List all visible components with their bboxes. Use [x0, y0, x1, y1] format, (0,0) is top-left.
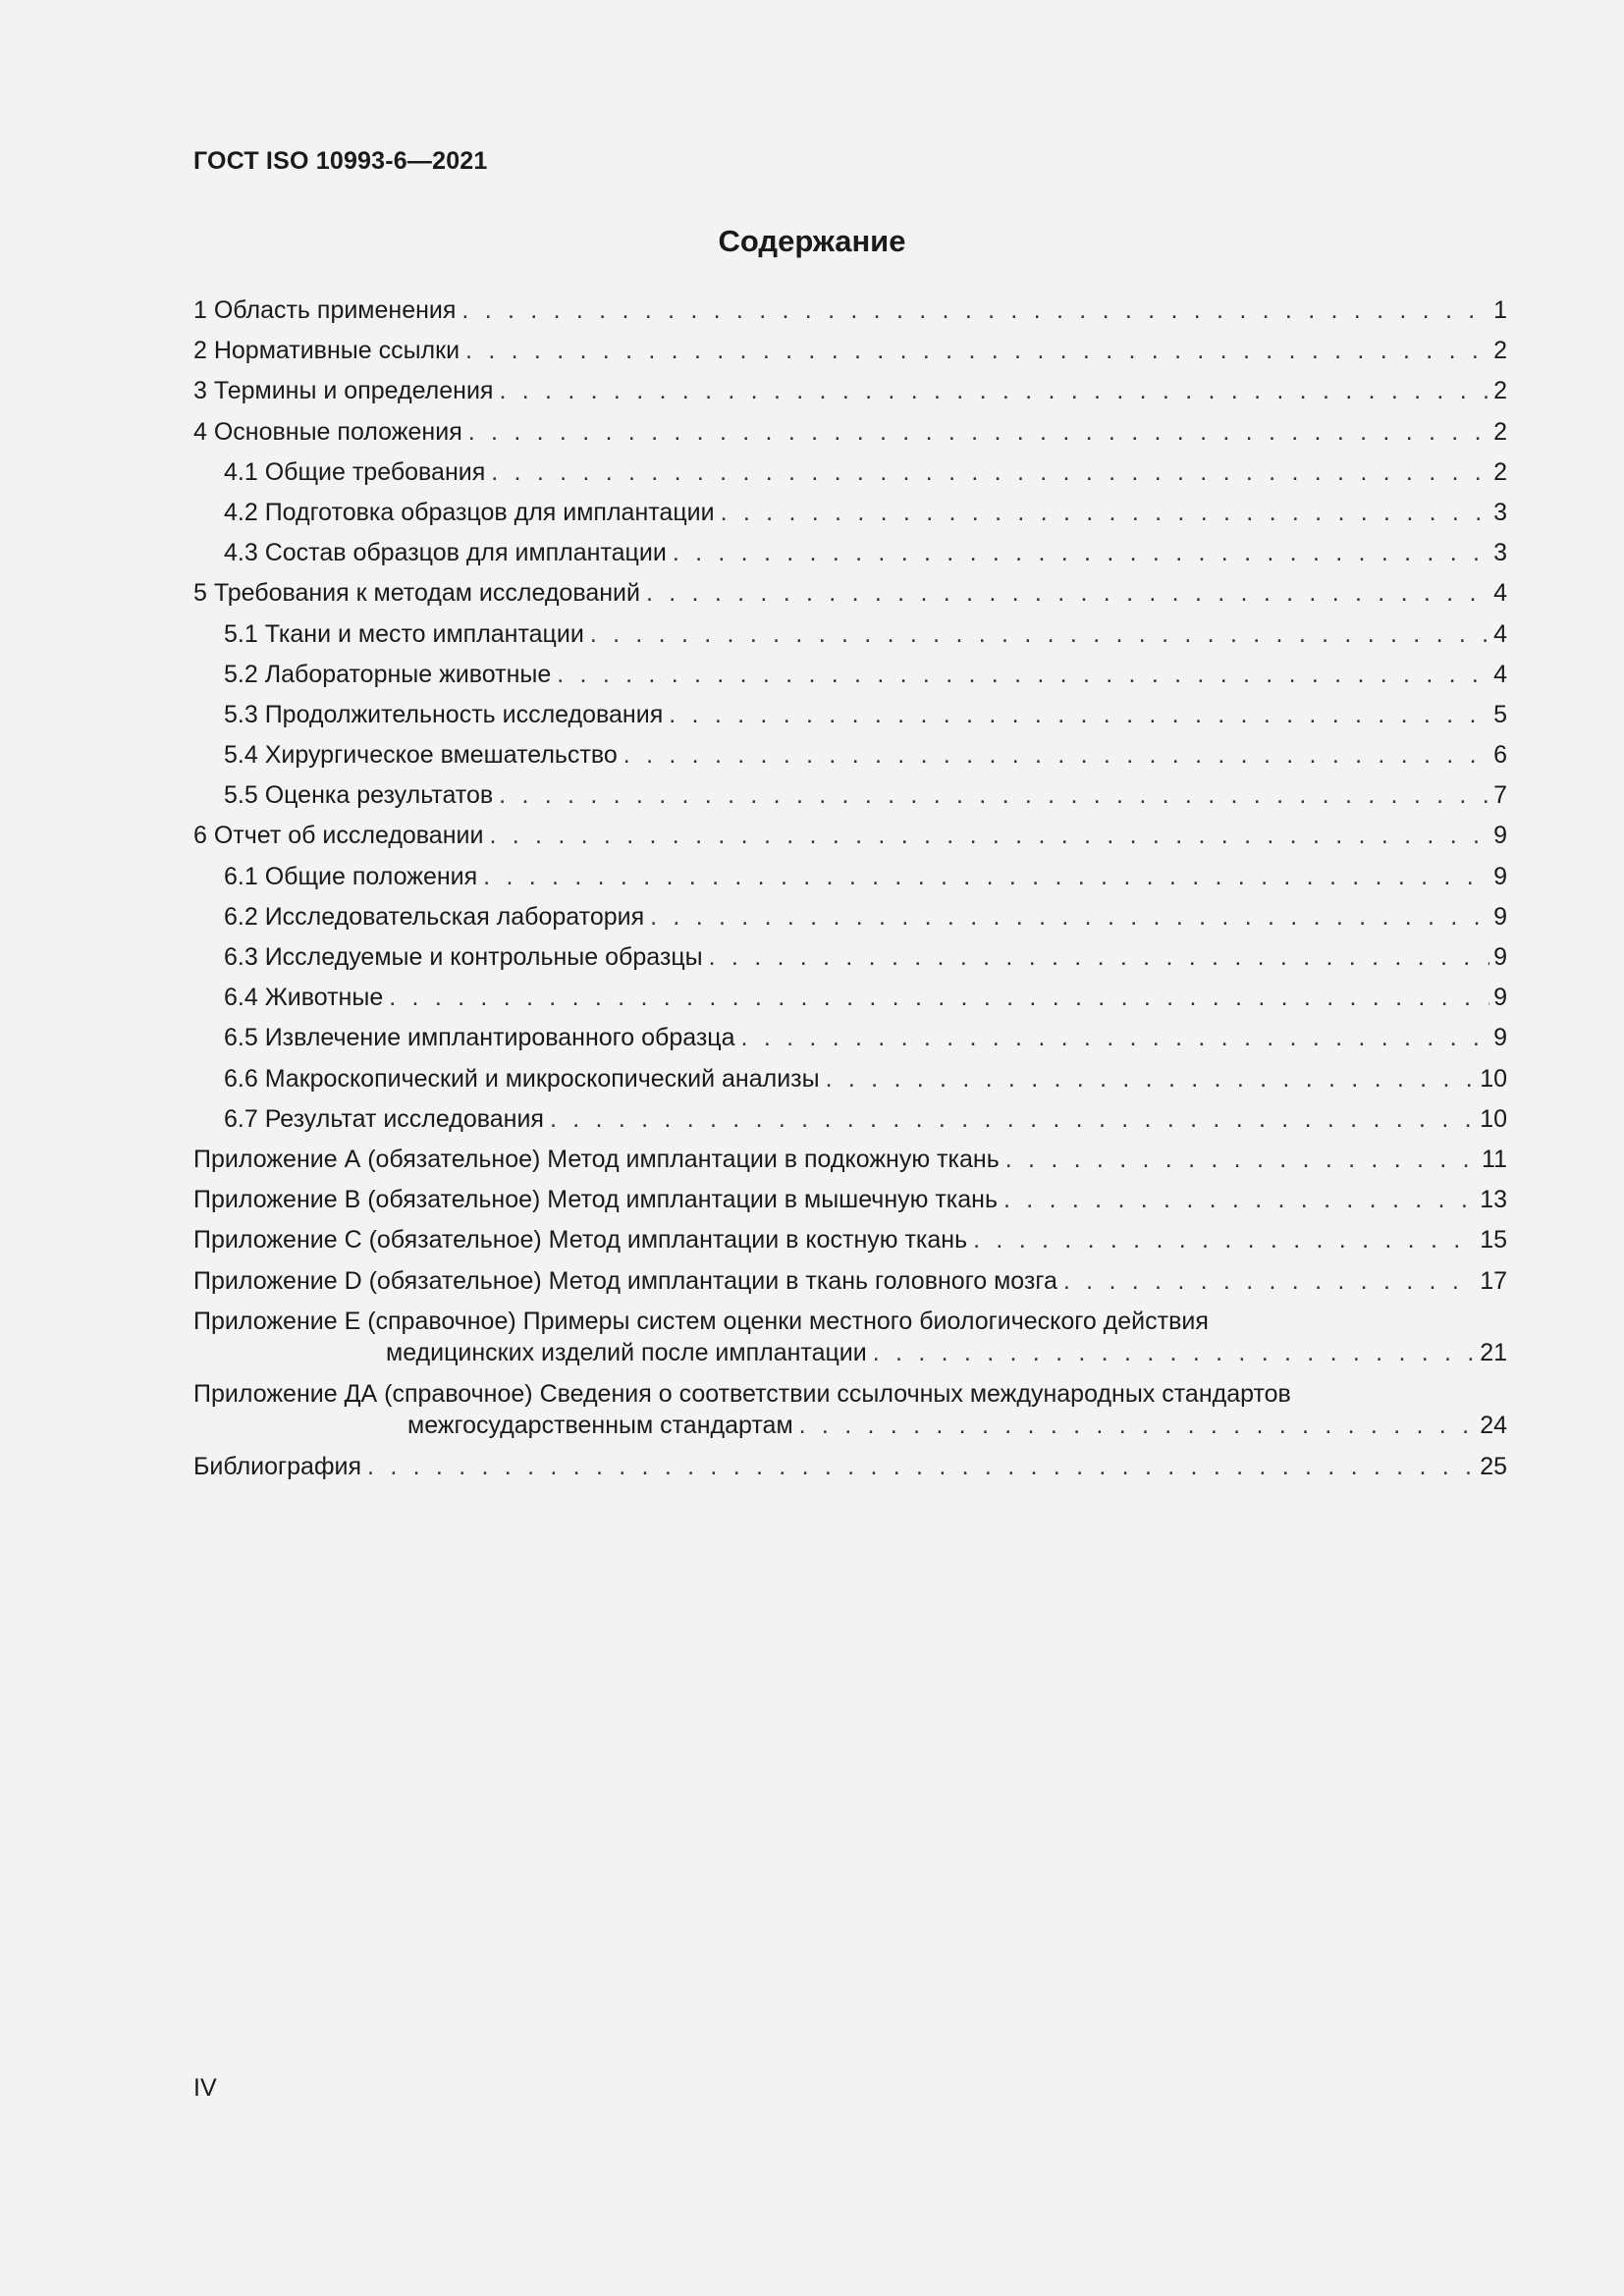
toc-entry-label: 5.5 Оценка результатов: [224, 781, 494, 810]
toc-entry-5-3[interactable]: [193, 695, 1507, 735]
toc-entry-page: 21: [1480, 1338, 1507, 1366]
toc-entry-label: Библиография: [193, 1452, 362, 1480]
toc-entry-page: 9: [1493, 902, 1507, 931]
dot-leader: [499, 775, 1489, 816]
dot-leader: [465, 331, 1489, 371]
toc-entry-label: Приложение D (обязательное) Метод имплантации в ткань головного мозга: [193, 1266, 1057, 1295]
toc-entry-annex-da[interactable]: [193, 1374, 1507, 1447]
dot-leader: [973, 1220, 1476, 1260]
dot-leader: [367, 1447, 1476, 1487]
toc-entry-label-line2: межгосударственным стандартам: [407, 1411, 793, 1439]
toc-entry-label: 5 Требования к методам исследований: [193, 579, 640, 608]
toc-entry-page: 10: [1480, 1064, 1507, 1093]
toc-entry-4[interactable]: [193, 412, 1507, 453]
toc-entry-page: 9: [1493, 984, 1507, 1012]
page-number: IV: [193, 2074, 217, 2102]
dot-leader: [1005, 1140, 1478, 1180]
toc-entry-label: 1 Область применения: [193, 296, 457, 324]
dot-leader: [741, 1018, 1490, 1058]
dot-leader: [499, 371, 1489, 411]
toc-entry-page: 11: [1482, 1145, 1507, 1173]
toc-entry-annex-d[interactable]: [193, 1261, 1507, 1302]
toc-entry-page: 4: [1493, 619, 1507, 648]
dot-leader: [826, 1059, 1477, 1099]
toc-entry-6-5[interactable]: [193, 1018, 1507, 1058]
toc-entry-5-1[interactable]: [193, 614, 1507, 655]
toc-entry-page: 9: [1493, 862, 1507, 890]
toc-entry-label: 6.4 Животные: [224, 984, 384, 1012]
dot-leader: [491, 453, 1489, 493]
dot-leader: [721, 493, 1490, 533]
toc-entry-page: 4: [1493, 660, 1507, 688]
toc-entry-page: 2: [1493, 337, 1507, 365]
document-header: ГОСТ ISO 10993-6—2021: [193, 147, 488, 175]
toc-entry-4-2[interactable]: [193, 493, 1507, 533]
toc-entry-6-6[interactable]: [193, 1059, 1507, 1099]
toc-entry-label: Приложение В (обязательное) Метод имплантации в мышечную ткань: [193, 1186, 998, 1214]
dot-leader: [709, 937, 1489, 978]
toc-entry-page: 3: [1493, 539, 1507, 567]
dot-leader: [646, 573, 1489, 614]
toc-entry-page: 2: [1493, 417, 1507, 446]
dot-leader: [873, 1337, 1476, 1368]
toc-entry-annex-e[interactable]: [193, 1302, 1507, 1374]
toc-entry-label: 6.6 Макроскопический и микроскопический анализы: [224, 1064, 820, 1093]
toc-entry-label: 5.1 Ткани и место имплантации: [224, 619, 584, 648]
toc-entry-label: 6.7 Результат исследования: [224, 1104, 544, 1133]
toc-entry-label-line1: Приложение ДА (справочное) Сведения о соответствии ссылочных международных стандартов: [193, 1379, 1291, 1408]
toc-entry-page: 24: [1480, 1411, 1507, 1439]
toc-entry-label-line2: медицинских изделий после имплантации: [386, 1338, 867, 1366]
toc-entry-page: 17: [1480, 1266, 1507, 1295]
toc-entry-label: 4.3 Состав образцов для имплантации: [224, 539, 667, 567]
toc-entry-4-1[interactable]: [193, 453, 1507, 493]
toc-entry-page: 10: [1480, 1104, 1507, 1133]
toc-entry-label: 4.1 Общие требования: [224, 457, 486, 486]
toc-entry-label: Приложение С (обязательное) Метод имплантации в костную ткань: [193, 1226, 968, 1255]
toc-entry-annex-b[interactable]: [193, 1180, 1507, 1220]
toc-entry-5-5[interactable]: [193, 775, 1507, 816]
toc-entry-6-4[interactable]: [193, 978, 1507, 1018]
toc-entry-page: 5: [1493, 700, 1507, 728]
dot-leader: [623, 735, 1489, 775]
toc-entry-label: 6.5 Извлечение имплантированного образца: [224, 1024, 735, 1052]
dot-leader: [669, 695, 1489, 735]
dot-leader: [673, 533, 1489, 573]
table-of-contents: [193, 291, 1507, 1487]
dot-leader: [489, 816, 1489, 856]
toc-entry-label: 4 Основные положения: [193, 417, 462, 446]
toc-entry-6[interactable]: [193, 816, 1507, 856]
dot-leader: [1063, 1261, 1476, 1302]
toc-entry-label: 6.1 Общие положения: [224, 862, 478, 890]
toc-entry-label: 6 Отчет об исследовании: [193, 822, 484, 850]
toc-entry-page: 9: [1493, 943, 1507, 971]
toc-entry-2[interactable]: [193, 331, 1507, 371]
toc-entry-annex-a[interactable]: [193, 1140, 1507, 1180]
toc-entry-bibliography[interactable]: [193, 1447, 1507, 1487]
toc-title: Содержание: [718, 224, 906, 258]
toc-entry-page: 2: [1493, 377, 1507, 405]
toc-entry-page: 7: [1493, 781, 1507, 810]
dot-leader: [590, 614, 1489, 655]
toc-entry-annex-c[interactable]: [193, 1220, 1507, 1260]
toc-entry-6-7[interactable]: [193, 1099, 1507, 1140]
toc-entry-page: 3: [1493, 498, 1507, 526]
toc-entry-label-line1: Приложение Е (справочное) Примеры систем оценки местного биологического действия: [193, 1307, 1209, 1335]
dot-leader: [550, 1099, 1476, 1140]
toc-entry-label: Приложение А (обязательное) Метод имплантации в подкожную ткань: [193, 1145, 1000, 1173]
dot-leader: [1003, 1180, 1476, 1220]
toc-entry-page: 15: [1480, 1226, 1507, 1255]
dot-leader: [483, 857, 1489, 897]
toc-entry-label: 2 Нормативные ссылки: [193, 337, 460, 365]
toc-entry-6-2[interactable]: [193, 897, 1507, 937]
toc-entry-label: 3 Термины и определения: [193, 377, 494, 405]
toc-entry-label: 6.2 Исследовательская лаборатория: [224, 902, 645, 931]
toc-entry-label: 6.3 Исследуемые и контрольные образцы: [224, 943, 703, 971]
dot-leader: [557, 655, 1489, 695]
toc-entry-5-2[interactable]: [193, 655, 1507, 695]
toc-entry-page: 4: [1493, 579, 1507, 608]
toc-entry-label: 5.4 Хирургическое вмешательство: [224, 741, 618, 770]
toc-entry-6-3[interactable]: [193, 937, 1507, 978]
toc-entry-page: 9: [1493, 822, 1507, 850]
toc-entry-page: 1: [1493, 296, 1507, 324]
toc-entry-label: 5.2 Лабораторные животные: [224, 660, 552, 688]
toc-entry-1[interactable]: [193, 291, 1507, 331]
toc-entry-page: 9: [1493, 1024, 1507, 1052]
dot-leader: [799, 1410, 1477, 1441]
toc-entry-4-3[interactable]: [193, 533, 1507, 573]
toc-entry-label: 5.3 Продолжительность исследования: [224, 700, 664, 728]
toc-entry-page: 2: [1493, 457, 1507, 486]
toc-entry-page: 25: [1480, 1452, 1507, 1480]
dot-leader: [468, 412, 1489, 453]
dot-leader: [461, 291, 1489, 331]
toc-entry-page: 6: [1493, 741, 1507, 770]
toc-entry-label: 4.2 Подготовка образцов для имплантации: [224, 498, 715, 526]
toc-entry-3[interactable]: [193, 371, 1507, 411]
toc-entry-6-1[interactable]: [193, 857, 1507, 897]
toc-entry-5-4[interactable]: [193, 735, 1507, 775]
dot-leader: [389, 978, 1489, 1018]
toc-entry-5[interactable]: [193, 573, 1507, 614]
toc-entry-page: 13: [1480, 1186, 1507, 1214]
dot-leader: [650, 897, 1489, 937]
